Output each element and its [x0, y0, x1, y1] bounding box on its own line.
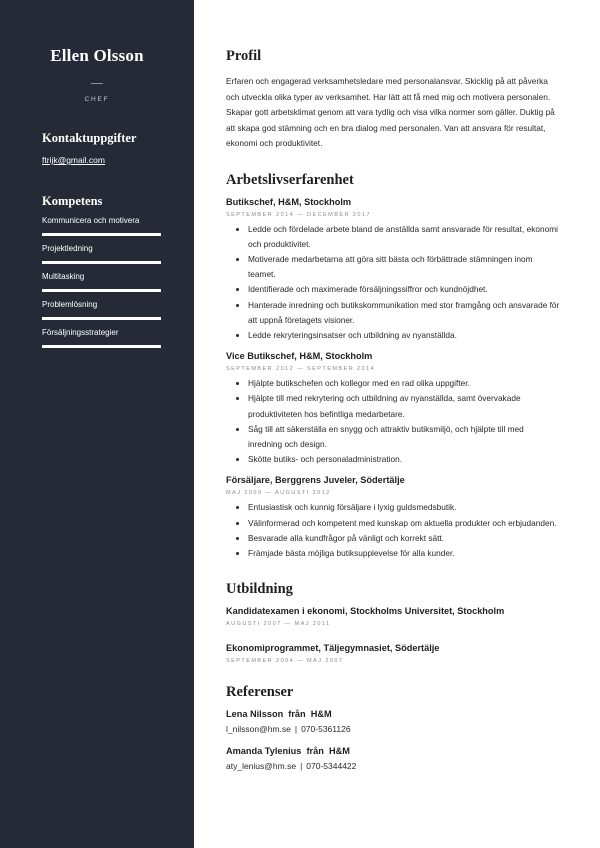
email-link[interactable]: ftrijk@gmail.com: [42, 155, 105, 165]
reference-name: Lena Nilsson från H&M: [226, 709, 332, 720]
skills-section: [42, 194, 194, 348]
bullet-item: • Hjälpte till med rekrytering och utbildning av nyanställda, samt övervakade produktiviteten hos befintliga medarbetare.: [248, 391, 560, 421]
name-block: [42, 46, 152, 103]
reference-entry: [226, 709, 560, 734]
job-title: Butikschef, H&M, Stockholm: [226, 196, 352, 207]
contact-section: [42, 131, 194, 168]
skill-label: Kommunicera och motivera: [42, 216, 140, 225]
references-list: [226, 709, 560, 771]
bullet-item: • Välinformerad och kompetent med kunskap om aktuella produkter och erbjudanden.: [248, 516, 560, 531]
education-entry: [226, 606, 560, 627]
reference-phone: 070-5344422: [306, 761, 357, 772]
skill-level-bar: [42, 317, 161, 320]
profile-section: [226, 48, 560, 152]
references-heading: Referenser: [226, 684, 294, 701]
skill-item: [42, 327, 194, 348]
education-title: Ekonomiprogrammet, Täljegymnasiet, Södertälje: [226, 643, 440, 654]
bullet-item: • Ledde och fördelade arbete bland de anställda samt ansvarade för resultat, ekonomi och produktivitet.: [248, 222, 560, 252]
job-dates: MAJ 2009 — AUGUSTI 2012: [226, 490, 331, 497]
skill-label: Multitasking: [42, 272, 85, 281]
skill-item: [42, 243, 194, 264]
job-bullets: [226, 222, 560, 344]
bullet-item: • Främjade bästa möjliga butiksupplevelse för alla kunder.: [248, 546, 560, 561]
skill-level-bar: [42, 289, 161, 292]
reference-contact: [226, 724, 560, 734]
education-entry: [226, 643, 560, 664]
job-entry: [226, 475, 560, 561]
reference-email[interactable]: l_nilsson@hm.se: [226, 724, 291, 735]
bullet-item: • Ledde rekryteringsinsatser och utbildning av nyanställda.: [248, 328, 560, 343]
person-name: Ellen Olsson: [50, 46, 144, 65]
bullet-item: • Hanterade inredning och butikskommunikation med stor framgång och ansvarade för att uppnå företagets visioner.: [248, 298, 560, 328]
bullet-item: • Motiverade medarbetarna att göra sitt bästa och förbättrade stämningen inom teamet.: [248, 252, 560, 282]
education-heading: Utbildning: [226, 581, 293, 598]
job-dates: SEPTEMBER 2014 — DECEMBER 2017: [226, 211, 371, 218]
skills-heading: Kompetens: [42, 194, 103, 208]
job-entry: [226, 351, 560, 467]
job-title: Försäljare, Berggrens Juveler, Södertälje: [226, 475, 405, 486]
name-divider: [91, 83, 103, 84]
skill-item: [42, 299, 194, 320]
experience-heading: Arbetslivserfarenhet: [226, 171, 354, 188]
skill-label: Försäljningsstrategier: [42, 328, 119, 337]
bullet-item: • Besvarade alla kundfrågor på vänligt och korrekt sätt.: [248, 531, 560, 546]
jobs-list: [226, 197, 560, 562]
reference-contact: [226, 761, 560, 771]
main-content: [194, 0, 600, 848]
job-dates: SEPTEMBER 2012 — SEPTEMBER 2014: [226, 366, 376, 373]
contact-heading: Kontaktuppgifter: [42, 131, 137, 145]
job-title: Vice Butikschef, H&M, Stockholm: [226, 351, 373, 362]
bullet-item: • Identifierade och maximerade försäljningssiffror och kundnöjdhet.: [248, 282, 560, 297]
reference-email[interactable]: aty_lenius@hm.se: [226, 761, 297, 772]
education-section: [226, 581, 560, 664]
skills-list: [42, 215, 194, 348]
reference-name: Amanda Tylenius från H&M: [226, 746, 350, 757]
education-dates: AUGUSTI 2007 — MAJ 2011: [226, 621, 331, 628]
reference-separator: |: [294, 724, 298, 735]
profile-heading: Profil: [226, 48, 262, 64]
reference-phone: 070-5361126: [301, 724, 351, 735]
skill-level-bar: [42, 345, 161, 348]
bullet-item: • Hjälpte butikschefen och kollegor med en rad olika uppgifter.: [248, 376, 560, 391]
skill-label: Problemlösning: [42, 300, 98, 309]
bullet-item: • Entusiastisk och kunnig försäljare i lyxig guldsmedsbutik.: [248, 500, 560, 515]
skill-level-bar: [42, 261, 161, 264]
profile-text: Erfaren och engagerad verksamhetsledare med personalansvar. Skicklig på att påverka och utveckla olika typer av verksamhet. Har lätt att få med mig och motivera personalen. Skapar gott arbetsklimat genom att vara tydlig och visa vilka normer som gäller. Duktig på att skapa god stämning och en bra dialog med personalen. Van att ansvara för resultat, ekonomi och produktivitet.: [226, 76, 555, 148]
skill-item: [42, 271, 194, 292]
sidebar: [0, 0, 194, 848]
education-title: Kandidatexamen i ekonomi, Stockholms Universitet, Stockholm: [226, 606, 505, 617]
reference-separator: |: [300, 761, 303, 772]
education-dates: SEPTEMBER 2004 — MAJ 2007: [226, 658, 344, 665]
reference-entry: [226, 746, 560, 771]
education-list: [226, 606, 560, 664]
skill-level-bar: [42, 233, 161, 236]
bullet-item: • Såg till att säkerställa en snygg och attraktiv butiksmiljö, och hjälpte till med inredning och design.: [248, 422, 560, 452]
references-section: [226, 684, 560, 771]
job-entry: [226, 197, 560, 344]
job-bullets: [226, 376, 560, 467]
job-bullets: [226, 500, 560, 561]
person-role: CHEF: [84, 96, 110, 103]
experience-section: [226, 172, 560, 562]
skill-label: Projektledning: [42, 244, 93, 253]
skill-item: [42, 215, 194, 236]
bullet-item: • Skötte butiks- och personaladministration.: [248, 452, 560, 467]
